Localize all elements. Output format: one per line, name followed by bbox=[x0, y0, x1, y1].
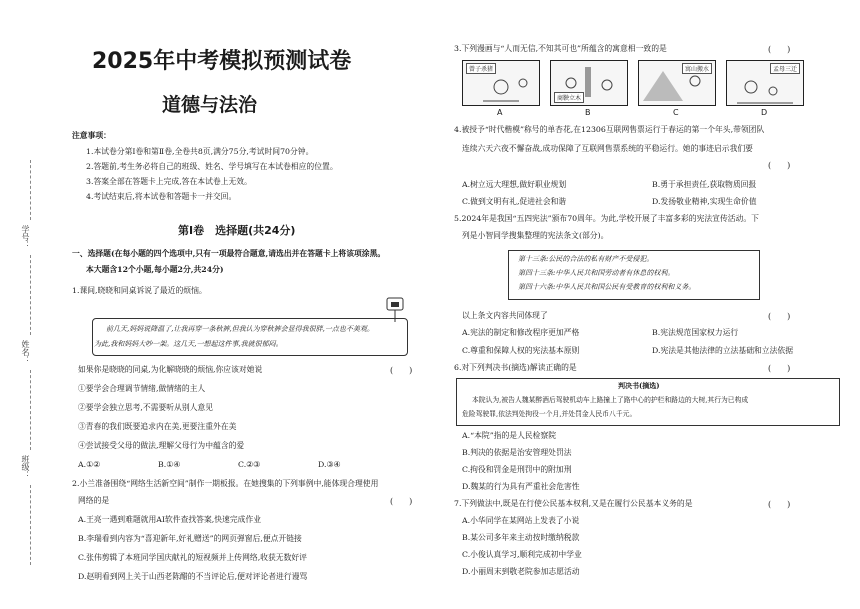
q5-article: 第十三条:公民的合法的私有财产不受侵犯。 bbox=[518, 255, 654, 263]
q6-option-c: C.拘役和罚金是刑罚中的附加刑 bbox=[462, 465, 572, 474]
q3-stem: 3.下列漫画与“人而无信,不知其可也”所蕴含的寓意相一致的是 bbox=[454, 44, 667, 53]
q5-stem-2: 列是小智同学搜集整理的宪法条文(部分)。 bbox=[462, 231, 609, 240]
q5-option-c: C.尊重和保障人权的宪法基本原则 bbox=[462, 346, 580, 355]
answer-paren: ( ) bbox=[390, 366, 413, 375]
q1-stem: 1.课间,晓晓和同桌诉说了最近的烦恼。 bbox=[72, 286, 207, 295]
q7-option-c: C.小俊认真学习,顺利完成初中学业 bbox=[462, 550, 582, 559]
q5-stem: 5.2024年是我国“五四宪法”颁布70周年。为此,学校开展了丰富多彩的宪法宣传活动。下 bbox=[454, 214, 759, 223]
subject-title: 道德与法治 bbox=[162, 94, 258, 116]
cartoon-d bbox=[726, 60, 804, 106]
cartoon-label: C bbox=[673, 108, 679, 117]
q2-option-a: A.王亮一遇到难题就用AI软件查找答案,快速完成作业 bbox=[78, 515, 262, 524]
q1-item: ③青春的我们既要追求内在美,更要注重外在美 bbox=[78, 422, 237, 431]
q5-article: 第四十六条:中华人民共和国公民有受教育的权利和义务。 bbox=[518, 283, 696, 291]
q1-quote-box bbox=[92, 318, 408, 356]
margin-dashed-line bbox=[30, 255, 32, 335]
q2-stem-2: 网络的是 bbox=[78, 496, 110, 505]
name-label: 姓名： bbox=[21, 340, 30, 364]
q1-quote-line: 为此,我和妈妈大吵一架。这几天,一想起这件事,我就很郁闷。 bbox=[94, 340, 283, 348]
margin-dashed-line bbox=[30, 160, 32, 220]
q4-stem-2: 连续六天六夜不懈奋战,成功保障了互联网售票系统的平稳运行。她的事迹启示我们要 bbox=[462, 144, 753, 153]
q5-option-b: B.宪法规范国家权力运行 bbox=[652, 328, 739, 337]
answer-paren: ( ) bbox=[768, 312, 791, 321]
q4-option-d: D.发扬敬业精神,实现生命价值 bbox=[652, 197, 757, 206]
q6-option-b: B.判决的依据是治安管理处罚法 bbox=[462, 448, 572, 457]
cartoon-caption: 曾子杀猪 bbox=[466, 63, 496, 74]
q1-ask: 如果你是晓晓的同桌,为化解晓晓的烦恼,你应该对她说 bbox=[78, 365, 263, 374]
q6-doc-line: 本院认为,被告人魏某醉酒后驾驶机动车上路撞上了路中心的护栏和路边的大树,其行为已构成 bbox=[472, 396, 749, 404]
notice-item: 1.本试卷分第Ⅰ卷和第Ⅱ卷,全卷共8页,满分75分,考试时间70分钟。 bbox=[86, 147, 314, 156]
q7-option-a: A.小华同学在某网站上发表了小说 bbox=[462, 516, 580, 525]
q1-option-c: C.②③ bbox=[238, 460, 261, 469]
notice-item: 4.考试结束后,将本试卷和答题卡一并交回。 bbox=[86, 192, 237, 201]
cartoon-caption: 孟母三迁 bbox=[770, 63, 800, 74]
q7-option-b: B.某公司多年来主动按时缴纳税款 bbox=[462, 533, 580, 542]
q7-stem: 7.下列做法中,既是在行使公民基本权利,又是在履行公民基本义务的是 bbox=[454, 499, 693, 508]
q6-stem: 6.对下列判决书(摘选)解读正确的是 bbox=[454, 363, 577, 372]
q1-option-d: D.③④ bbox=[318, 460, 341, 469]
q2-option-b: B.李瑞看到内容为“喜迎新年,好礼赠送”的网页弹窗后,便点开链接 bbox=[78, 534, 302, 543]
q6-option-a: A.“本院”指的是人民检察院 bbox=[462, 431, 557, 440]
cartoon-label: B bbox=[585, 108, 591, 117]
q2-stem: 2.小兰准备围绕“网络生活新空间”制作一期板报。在她搜集的下列事例中,能体现合理使用 bbox=[72, 479, 379, 488]
class-label: 班级： bbox=[21, 455, 30, 479]
q1-option-a: A.①② bbox=[78, 460, 101, 469]
q6-doc-title: 判决书(摘选) bbox=[618, 381, 660, 390]
answer-paren: ( ) bbox=[390, 497, 413, 506]
q6-doc-line: 危险驾驶罪,依法判处拘役一个月,并处罚金人民币八千元。 bbox=[462, 410, 637, 418]
q4-option-c: C.做到文明有礼,促进社会和谐 bbox=[462, 197, 567, 206]
section-instruction-2: 本大题含12个小题,每小题2分,共24分) bbox=[86, 265, 224, 274]
q2-option-c: C.张伟剪辑了本班同学国庆献礼的短视频并上传网络,收获无数好评 bbox=[78, 553, 307, 562]
cartoon-a bbox=[462, 60, 540, 106]
q5-article: 第四十三条:中华人民共和国劳动者有休息的权利。 bbox=[518, 269, 675, 277]
q1-quote-line: 前几天,妈妈说降温了,让我再穿一条秋裤,但我认为穿秋裤会显得我很胖,一点也不美观。 bbox=[106, 325, 374, 333]
exam-title: 2025年中考模拟预测试卷 bbox=[92, 49, 352, 74]
left-column bbox=[68, 0, 418, 609]
q5-ask: 以上条文内容共同体现了 bbox=[462, 311, 548, 320]
section-instruction: 一、选择题(在每小题的四个选项中,只有一项最符合题意,请选出并在答题卡上将该项涂黑。 bbox=[72, 249, 386, 258]
q5-option-d: D.宪法是其他法律的立法基础和立法依据 bbox=[652, 346, 793, 355]
student-number-label: 学号： bbox=[21, 225, 30, 249]
clip-icon bbox=[382, 296, 408, 324]
answer-paren: ( ) bbox=[768, 364, 791, 373]
q4-option-a: A.树立远大理想,做好职业规划 bbox=[462, 180, 567, 189]
q1-item: ②要学会独立思考,不需要听从别人意见 bbox=[78, 403, 214, 412]
q4-stem: 4.被授予“时代楷模”称号的单杏花,在12306互联网售票运行于春运的第一个年头,带领团队 bbox=[454, 125, 765, 134]
binding-margin bbox=[0, 0, 62, 609]
q2-option-d: D.赵明看到网上关于山西老陈醋的不当评论后,便对评论者进行谩骂 bbox=[78, 572, 308, 581]
q7-option-d: D.小丽周末到敬老院参加志愿活动 bbox=[462, 567, 580, 576]
cartoon-caption: 商鞅立木 bbox=[554, 92, 584, 103]
section-title: 第Ⅰ卷 选择题(共24分) bbox=[178, 224, 296, 237]
q4-option-b: B.勇于承担责任,获取物质回报 bbox=[652, 180, 757, 189]
cartoon-label: D bbox=[761, 108, 768, 117]
notice-heading: 注意事项： bbox=[72, 131, 111, 140]
cartoon-b bbox=[550, 60, 628, 106]
margin-dashed-line bbox=[30, 485, 32, 565]
notice-item: 3.答案全部在答题卡上完成,答在本试卷上无效。 bbox=[86, 177, 252, 186]
q1-item: ④尝试接受父母的做法,理解父母行为中蕴含的爱 bbox=[78, 441, 245, 450]
q1-option-b: B.①④ bbox=[158, 460, 181, 469]
answer-paren: ( ) bbox=[768, 500, 791, 509]
answer-paren: ( ) bbox=[768, 45, 791, 54]
notice-item: 2.答题前,考生务必将自己的班级、姓名、学号填写在本试卷相应的位置。 bbox=[86, 162, 338, 171]
cartoon-c bbox=[638, 60, 716, 106]
right-column bbox=[448, 0, 848, 609]
q1-item: ①要学会合理调节情绪,做情绪的主人 bbox=[78, 384, 206, 393]
margin-dashed-line bbox=[30, 370, 32, 450]
cartoon-caption: 寓山搬水 bbox=[682, 63, 712, 74]
q5-option-a: A.宪法的制定和修改程序更加严格 bbox=[462, 328, 580, 337]
cartoon-label: A bbox=[497, 108, 503, 117]
q6-option-d: D.魏某的行为具有严重社会危害性 bbox=[462, 482, 580, 491]
answer-paren: ( ) bbox=[768, 161, 791, 170]
